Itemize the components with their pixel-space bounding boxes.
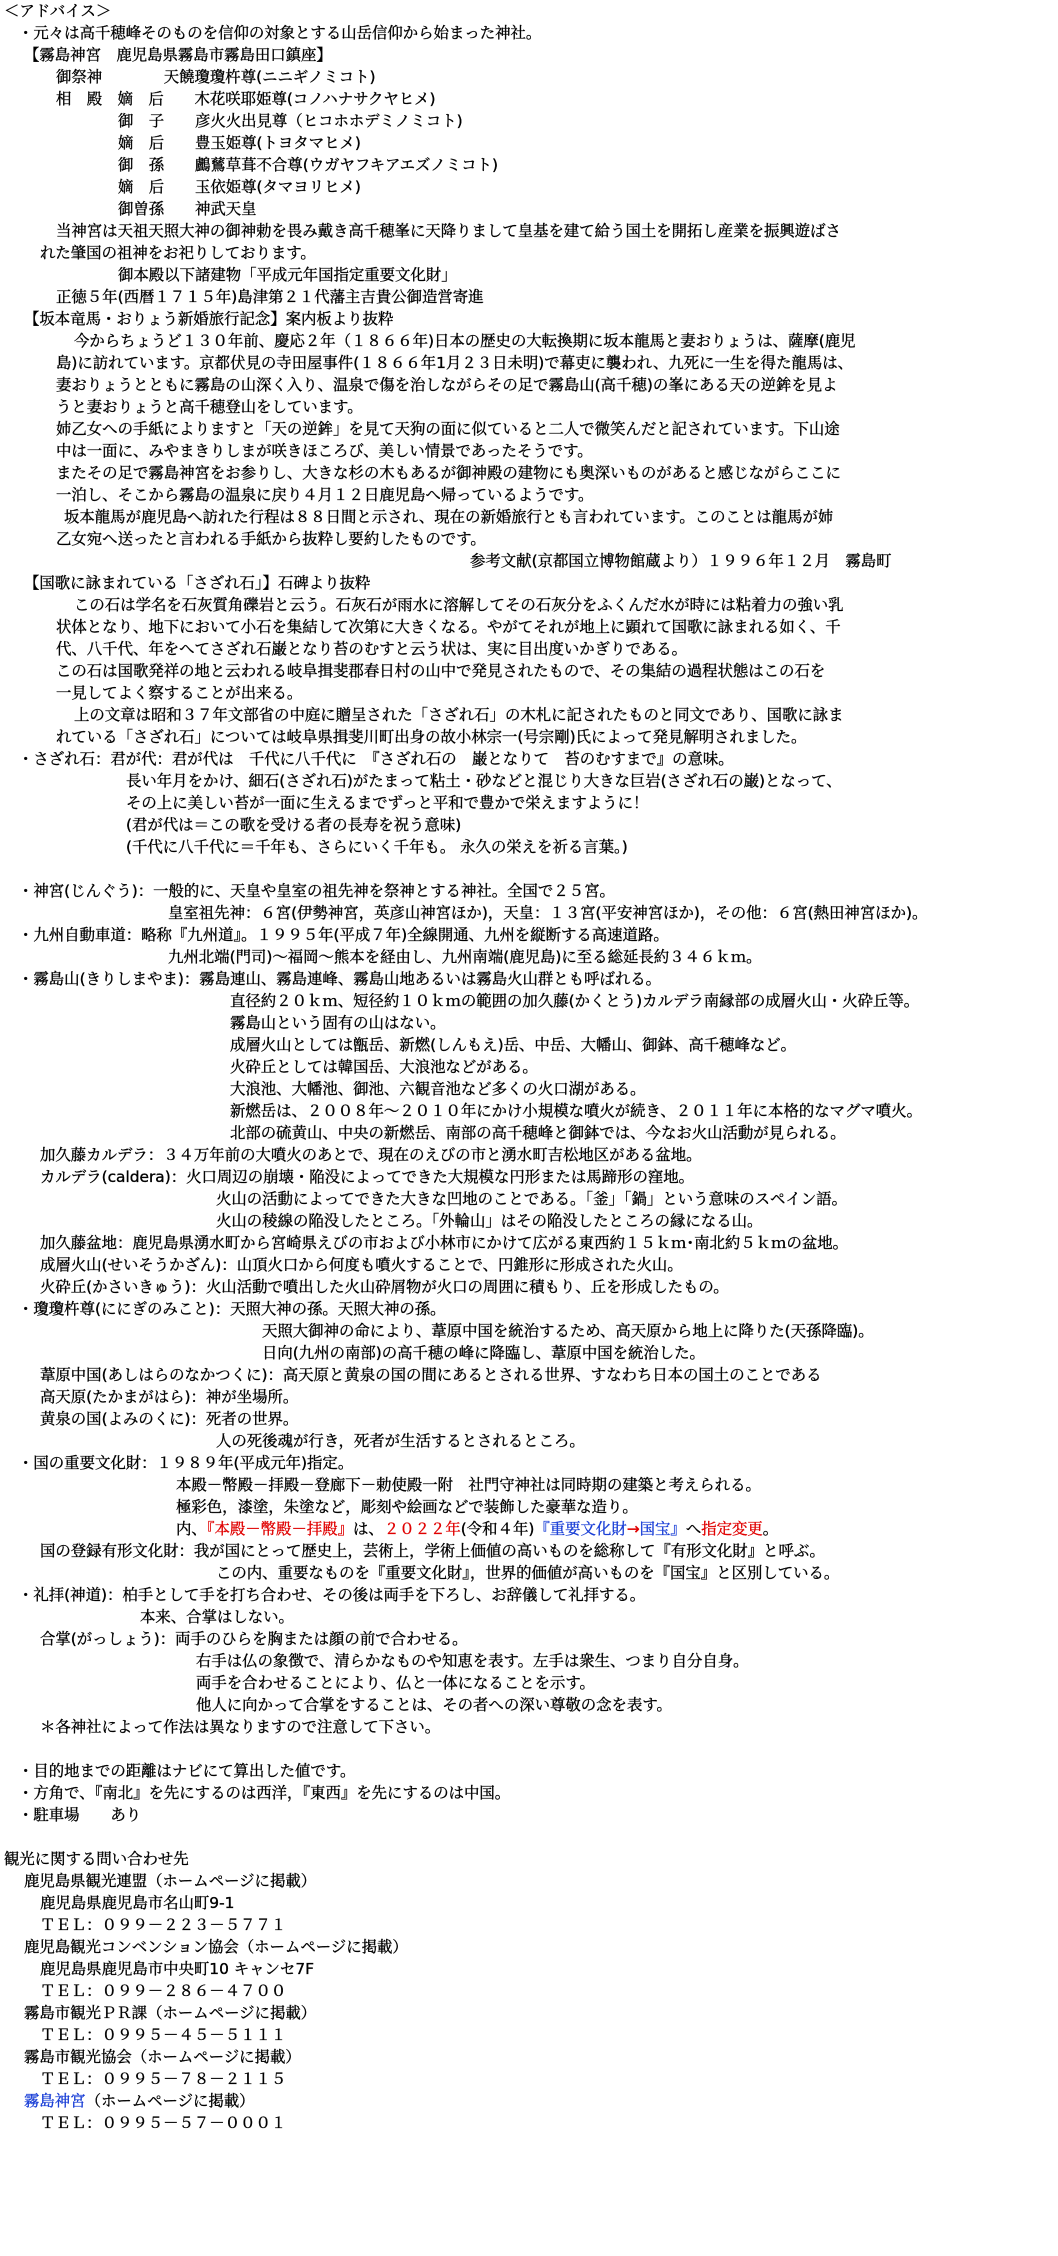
text-line bbox=[118, 132, 361, 154]
text-line bbox=[118, 110, 463, 132]
line-segment: へ bbox=[685, 1520, 702, 1538]
text-line bbox=[196, 1694, 672, 1716]
line-text: 霧島山という固有の山はない。 bbox=[230, 1014, 446, 1032]
line-text: 九州北端(門司)～福岡～熊本を経由し、九州南端(鹿児島)に至る総延長約３４６ｋｍ。 bbox=[168, 948, 762, 966]
line-text: ・九州自動車道：略称『九州道』。１９９５年(平成７年)全線開通、九州を縦断する高速道路。 bbox=[18, 926, 669, 944]
line-text: 参考文献(京都国立博物館蔵より）１９９６年１２月 霧島町 bbox=[470, 552, 892, 570]
text-line bbox=[56, 660, 825, 682]
text-line bbox=[24, 44, 332, 66]
text-line bbox=[230, 1100, 922, 1122]
line-text: 鹿児島県鹿児島市中央町10 キャンセ7F bbox=[40, 1960, 314, 1978]
text-line bbox=[176, 1518, 778, 1540]
text-line bbox=[40, 1386, 298, 1408]
line-text: 成層火山としては甑岳、新燃(しんもえ)岳、中岳、大幡山、御鉢、高千穂峰など。 bbox=[230, 1036, 797, 1054]
text-line bbox=[176, 1474, 761, 1496]
line-text: 当神宮は天祖天照大神の御神勅を畏み戴き高千穂峯に天降りまして皇基を建て給う国土を開拓し産業を振興遊ばさ bbox=[56, 222, 841, 240]
line-text: 姉乙女への手紙によりますと「天の逆鉾」を見て天狗の面に似ていると二人で微笑んだと記されています。下山途 bbox=[56, 420, 840, 438]
text-line bbox=[196, 1650, 749, 1672]
line-text: 御 子 彦火火出見尊（ヒコホホデミノミコト) bbox=[118, 112, 463, 130]
text-line bbox=[56, 220, 841, 242]
line-text: 坂本龍馬が鹿児島へ訪れた行程は８８日間と示され、現在の新婚旅行とも言われています。このことは龍馬が姉 bbox=[64, 508, 834, 526]
text-line bbox=[74, 594, 844, 616]
text-line bbox=[18, 880, 615, 902]
line-text: 島)に訪れています。京都伏見の寺田屋事件(１８６６年1月２３日未明)で幕吏に襲われ、九死に一生を得た龍馬は、 bbox=[56, 354, 854, 372]
line-text: ・方角で、『南北』を先にするのは西洋，『東西』を先にするのは中国。 bbox=[18, 1784, 511, 1802]
text-line bbox=[118, 198, 257, 220]
line-segment: 国宝』 bbox=[639, 1520, 686, 1538]
text-line bbox=[40, 242, 316, 264]
line-text: 合掌(がっしょう)：両手のひらを胸または顔の前で合わせる。 bbox=[40, 1630, 468, 1648]
line-text: 黄泉の国(よみのくに)：死者の世界。 bbox=[40, 1410, 299, 1428]
line-text: 成層火山(せいそうかざん)：山頂火口から何度も噴火することで、円錐形に形成された火山。 bbox=[40, 1256, 683, 1274]
text-line bbox=[24, 308, 393, 330]
line-text: 本殿－幣殿－拝殿－登廊下－勅使殿一附 社門守神社は同時期の建築と考えられる。 bbox=[176, 1476, 761, 1494]
text-line bbox=[118, 264, 457, 286]
line-text: 御祭神 天饒瓊瓊杵尊(ニニギノミコト) bbox=[56, 68, 376, 86]
line-text: 火砕丘としては韓国岳、大浪池などがある。 bbox=[230, 1058, 538, 1076]
text-line bbox=[18, 968, 661, 990]
text-line bbox=[18, 1804, 141, 1826]
line-text: ・駐車場 あり bbox=[18, 1806, 142, 1824]
line-text: 一泊し、そこから霧島の温泉に戻り４月１２日鹿児島へ帰っているようです。 bbox=[56, 486, 594, 504]
text-line bbox=[262, 1320, 874, 1342]
text-line bbox=[216, 1210, 762, 1232]
text-line bbox=[18, 1452, 353, 1474]
line-text: カルデラ(caldera)：火口周辺の崩壊・陥没によってできた大規模な円形または馬蹄形の窪地。 bbox=[40, 1168, 695, 1186]
text-line bbox=[196, 1672, 595, 1694]
line-text: 加久藤カルデラ：３４万年前の大噴火のあとで、現在のえびの市と湧水町吉松地区がある盆地。 bbox=[40, 1146, 702, 1164]
line-segment: 『本殿－幣殿－拝殿』 bbox=[206, 1520, 354, 1538]
text-line bbox=[56, 374, 838, 396]
line-text: その上に美しい苔が一面に生えるまでずっと平和で豊かで栄えますように！ bbox=[126, 794, 649, 812]
line-segment: 『重要文化財 bbox=[534, 1520, 627, 1538]
line-text: 加久藤盆地：鹿児島県湧水町から宮崎県えびの市および小林市にかけて広がる東西約１５ｋｍ･南北約５ｋｍの盆地。 bbox=[40, 1234, 849, 1252]
line-text: 北部の硫黄山、中央の新燃岳、南部の高千穂峰と御鉢では、今なお火山活動が見られる。 bbox=[230, 1124, 846, 1142]
line-text: この石は学名を石灰質角礫岩と云う。石灰石が雨水に溶解してその石灰分をふくんだ水が時には粘着力の強い乳 bbox=[74, 596, 844, 614]
text-line bbox=[126, 792, 648, 814]
text-line bbox=[56, 616, 841, 638]
text-line bbox=[40, 1540, 825, 1562]
line-text: 高天原(たかまがはら)：神が坐場所。 bbox=[40, 1388, 299, 1406]
line-text: 【国歌に詠まれている「さざれ石」】石碑より抜粋 bbox=[24, 574, 371, 592]
line-text: 右手は仏の象徴で、清らかなものや知恵を表す。左手は衆生、つまり自分自身。 bbox=[196, 1652, 749, 1670]
line-text: 内、 bbox=[176, 1520, 207, 1538]
line-text: ・目的地までの距離はナビにて算出した値です。 bbox=[18, 1762, 356, 1780]
text-line bbox=[216, 1562, 839, 1584]
text-line bbox=[56, 66, 376, 88]
line-text: 霧島市観光協会（ホームページに掲載） bbox=[24, 2048, 301, 2066]
text-line bbox=[230, 1122, 846, 1144]
line-text: ＴＥＬ：０９９－２２３－５７７１ bbox=[40, 1916, 287, 1934]
text-line bbox=[140, 1606, 294, 1628]
text-line bbox=[56, 286, 484, 308]
text-line bbox=[176, 1496, 638, 1518]
line-segment: は、 bbox=[353, 1520, 384, 1538]
line-text: 火山の活動によってできた大きな凹地のことである。「釜」「鍋」という意味のスペイン語。 bbox=[216, 1190, 848, 1208]
text-line bbox=[40, 1628, 468, 1650]
line-segment: → bbox=[626, 1520, 640, 1538]
text-line bbox=[216, 1430, 585, 1452]
text-line bbox=[40, 1364, 822, 1386]
text-line bbox=[24, 2046, 301, 2068]
text-line bbox=[56, 418, 840, 440]
line-text: 霧島市観光ＰＲ課（ホームページに掲載） bbox=[24, 2004, 317, 2022]
line-text: 今からちょうど１３０年前、慶応２年（１８６６年)日本の歴史の大転換期に坂本龍馬と妻おりょうは、薩摩(鹿児 bbox=[74, 332, 856, 350]
text-line bbox=[470, 550, 892, 572]
text-line bbox=[18, 748, 734, 770]
line-text: (君が代は＝この歌を受ける者の長寿を祝う意味) bbox=[126, 816, 462, 834]
text-line bbox=[40, 2068, 286, 2090]
line-text: れた肇国の祖神をお祀りしております。 bbox=[40, 244, 316, 262]
text-line bbox=[24, 1936, 408, 1958]
line-text: この石は国歌発祥の地と云われる岐阜揖斐郡春日村の山中で発見されたもので、その集結の過程状態はこの石を bbox=[56, 662, 826, 680]
line-segment: （ホームページに掲載） bbox=[85, 2092, 255, 2110]
line-text: 極彩色，漆塗，朱塗など，彫刻や絵画などで装飾した豪華な造り。 bbox=[176, 1498, 638, 1516]
line-text: 一見してよく察することが出来る。 bbox=[56, 684, 303, 702]
line-text: 長い年月をかけ、細石(さざれ石)がたまって粘土・砂などと混じり大きな巨岩(さざれ石の巌)となって、 bbox=[126, 772, 842, 790]
text-line bbox=[118, 154, 498, 176]
text-line bbox=[126, 836, 628, 858]
line-text: 日向(九州の南部)の高千穂の峰に降臨し、葦原中国を統治した。 bbox=[262, 1344, 705, 1362]
text-line bbox=[56, 528, 486, 550]
line-text: ・元々は高千穂峰そのものを信仰の対象とする山岳信仰から始まった神社。 bbox=[18, 24, 542, 42]
text-line bbox=[18, 1298, 446, 1320]
text-line bbox=[74, 330, 856, 352]
line-text: 火山の稜線の陥没したところ。「外輪山」はその陥没したところの縁になる山。 bbox=[216, 1212, 763, 1230]
line-text: ＴＥＬ：０９９５－４５－５１１１ bbox=[40, 2026, 287, 2044]
text-line bbox=[56, 352, 853, 374]
text-line bbox=[126, 814, 461, 836]
text-line bbox=[18, 22, 541, 44]
line-text: 天照大御神の命により、葦原中国を統治するため、高天原から地上に降りた(天孫降臨)。 bbox=[262, 1322, 874, 1340]
text-line bbox=[40, 1166, 694, 1188]
line-text: 【坂本竜馬・おりょう新婚旅行記念】案内板より抜粋 bbox=[24, 310, 394, 328]
text-line bbox=[56, 638, 687, 660]
line-text: 直径約２０ｋｍ、短径約１０ｋｍの範囲の加久藤(かくとう)カルデラ南縁部の成層火山・火砕丘等。 bbox=[230, 992, 920, 1010]
text-line bbox=[56, 440, 593, 462]
line-text: 【霧島神宮 鹿児島県霧島市霧島田口鎮座】 bbox=[24, 46, 332, 64]
text-line bbox=[216, 1188, 847, 1210]
line-text: 鹿児島観光コンベンション協会（ホームページに掲載） bbox=[24, 1938, 408, 1956]
text-line bbox=[56, 462, 841, 484]
text-line bbox=[24, 2002, 316, 2024]
text-line bbox=[56, 484, 593, 506]
line-text: 御 孫 鸕鶿草葺不合尊(ウガヤフキアエズノミコト) bbox=[118, 156, 498, 174]
line-text: 人の死後魂が行き，死者が生活するとされるところ。 bbox=[216, 1432, 585, 1450]
text-line bbox=[40, 1276, 729, 1298]
text-line bbox=[74, 704, 844, 726]
line-text: 代、八千代、年をへてさざれ石巌となり苔のむすと云う状は、実に目出度いかぎりである。 bbox=[56, 640, 688, 658]
line-text: 火砕丘(かさいきゅう)：火山活動で噴出した火山砕屑物が火口の周囲に積もり、丘を形成したもの。 bbox=[40, 1278, 729, 1296]
text-line bbox=[56, 88, 436, 110]
line-text: ・霧島山(きりしまやま)：霧島連山、霧島連峰、霧島山地あるいは霧島火山群とも呼ばれる。 bbox=[18, 970, 662, 988]
text-line bbox=[230, 1034, 796, 1056]
line-text: 嫡 后 豊玉姫尊(トヨタマヒメ) bbox=[118, 134, 361, 152]
line-text: 観光に関する問い合わせ先 bbox=[4, 1850, 189, 1868]
line-segment: 。 bbox=[762, 1520, 779, 1538]
text-line bbox=[168, 902, 927, 924]
line-segment: ２０２２年 bbox=[383, 1520, 461, 1538]
text-line bbox=[24, 572, 370, 594]
text-line bbox=[262, 1342, 705, 1364]
text-line bbox=[230, 1078, 646, 1100]
text-line bbox=[40, 1958, 314, 1980]
line-segment: (令和４年) bbox=[460, 1520, 535, 1538]
line-text: (千代に八千代に＝千年も、さらにいく千年も。 永久の栄えを祈る言葉。) bbox=[126, 838, 628, 856]
text-line bbox=[40, 2024, 286, 2046]
line-text: 上の文章は昭和３７年文部省の中庭に贈呈された「さざれ石」の木札に記されたものと同文であり、国歌に詠ま bbox=[74, 706, 844, 724]
line-text: ・礼拝(神道)：柏手として手を打ち合わせ、その後は両手を下ろし、お辞儀して礼拝する。 bbox=[18, 1586, 646, 1604]
line-text: 状体となり、地下において小石を集結して次第に大きくなる。やがてそれが地上に顕れて国歌に詠まれる如く、千 bbox=[56, 618, 841, 636]
text-line bbox=[56, 682, 302, 704]
line-text: れている「さざれ石」については岐阜県揖斐川町出身の故小林宗一(号宗剛)氏によって発見解明されました。 bbox=[56, 728, 807, 746]
line-text: 鹿児島県鹿児島市名山町9-1 bbox=[40, 1894, 235, 1912]
line-text: またその足で霧島神宮をお参りし、大きな杉の木もあるが御神殿の建物にも奥深いものがあると感じながらここに bbox=[56, 464, 841, 482]
text-line bbox=[4, 1848, 189, 1870]
text-line bbox=[40, 1254, 683, 1276]
line-text: ＴＥＬ：０９９５－５７－０００１ bbox=[40, 2114, 287, 2132]
line-text: 葦原中国(あしはらのなかつくに)：高天原と黄泉の国の間にあるとされる世界、すなわち日本の国土のことである bbox=[40, 1366, 822, 1384]
text-line bbox=[40, 1144, 702, 1166]
text-line bbox=[118, 176, 361, 198]
text-line bbox=[18, 1782, 510, 1804]
text-line bbox=[40, 1716, 440, 1738]
line-text: ・さざれ石：君が代：君が代は 千代に八千代に 『さざれ石の 巌となりて 苔のむすまで』の意味。 bbox=[18, 750, 734, 768]
text-line bbox=[40, 2112, 286, 2134]
line-text: 嫡 后 玉依姫尊(タマヨリヒメ) bbox=[118, 178, 361, 196]
text-line bbox=[18, 1584, 645, 1606]
text-line bbox=[40, 1892, 234, 1914]
line-text: 国の登録有形文化財：我が国にとって歴史上，芸術上，学術上価値の高いものを総称して『有形文化財』と呼ぶ。 bbox=[40, 1542, 825, 1560]
line-text: 両手を合わせることにより、仏と一体になることを示す。 bbox=[196, 1674, 595, 1692]
text-line bbox=[64, 506, 833, 528]
text-line bbox=[40, 1232, 848, 1254]
line-text: この内、重要なものを『重要文化財』，世界的価値が高いものを『国宝』と区別している。 bbox=[216, 1564, 840, 1582]
line-text: 正徳５年(西暦１７１５年)島津第２１代藩主吉貴公御造営寄進 bbox=[56, 288, 484, 306]
text-line bbox=[230, 1012, 445, 1034]
line-text: ＴＥＬ：０９９－２８６－４７００ bbox=[40, 1982, 287, 2000]
text-line bbox=[18, 1760, 355, 1782]
text-line bbox=[40, 1408, 298, 1430]
text-line bbox=[4, 0, 111, 22]
line-text: ＴＥＬ：０９９５－７８－２１１５ bbox=[40, 2070, 287, 2088]
line-text: ・瓊瓊杵尊(ににぎのみこと)：天照大神の孫。天照大神の孫。 bbox=[18, 1300, 446, 1318]
line-text: 鹿児島県観光連盟（ホームページに掲載） bbox=[24, 1872, 317, 1890]
line-text: ・神宮(じんぐう)：一般的に、天皇や皇室の祖先神を祭神とする神社。全国で２５宮。 bbox=[18, 882, 615, 900]
line-text: うと妻おりょうと高千穂登山をしています。 bbox=[56, 398, 363, 416]
line-text: 御曽孫 神武天皇 bbox=[118, 200, 257, 218]
line-text: 中は一面に、みやまきりしまが咲きほころび、美しい情景であったそうです。 bbox=[56, 442, 593, 460]
text-line bbox=[40, 1980, 286, 2002]
text-line bbox=[24, 2090, 255, 2112]
text-line bbox=[56, 726, 806, 748]
text-line bbox=[56, 396, 363, 418]
text-line bbox=[24, 1870, 316, 1892]
line-text: 新燃岳は、２００８年～２０１０年にかけ小規模な噴火が続き、２０１１年に本格的なマグマ噴火。 bbox=[230, 1102, 922, 1120]
text-line bbox=[126, 770, 842, 792]
line-text: 御本殿以下諸建物「平成元年国指定重要文化財」 bbox=[118, 266, 457, 284]
line-text: 大浪池、大幡池、御池、六観音池など多くの火口湖がある。 bbox=[230, 1080, 646, 1098]
text-line bbox=[18, 924, 669, 946]
line-text: 相 殿 嫡 后 木花咲耶姫尊(コノハナサクヤヒメ) bbox=[56, 90, 436, 108]
line-text: 皇室祖先神：６宮(伊勢神宮，英彦山神宮ほか)，天皇：１３宮(平安神宮ほか)，その他：６宮(熱田神宮ほか)。 bbox=[168, 904, 928, 922]
line-text: 他人に向かって合掌をすることは、その者への深い尊敬の念を表す。 bbox=[196, 1696, 672, 1714]
line-text: ＜アドバイス＞ bbox=[4, 2, 112, 20]
text-line bbox=[168, 946, 761, 968]
text-line bbox=[40, 1914, 286, 1936]
line-segment: 指定変更 bbox=[701, 1520, 763, 1538]
line-text: ・国の重要文化財：１９８９年(平成元年)指定。 bbox=[18, 1454, 354, 1472]
line-text: 乙女宛へ送ったと言われる手紙から抜粋し要約したものです。 bbox=[56, 530, 486, 548]
line-text: 妻おりょうとともに霧島の山深く入り、温泉で傷を治しながらその足で霧島山(高千穂)の峯にある天の逆鉾を見よ bbox=[56, 376, 838, 394]
text-line bbox=[230, 990, 919, 1012]
text-line bbox=[230, 1056, 538, 1078]
line-text: 本来、合掌はしない。 bbox=[140, 1608, 294, 1626]
line-segment: 霧島神宮 bbox=[24, 2092, 86, 2110]
line-text: ＊各神社によって作法は異なりますので注意して下さい。 bbox=[40, 1718, 441, 1736]
